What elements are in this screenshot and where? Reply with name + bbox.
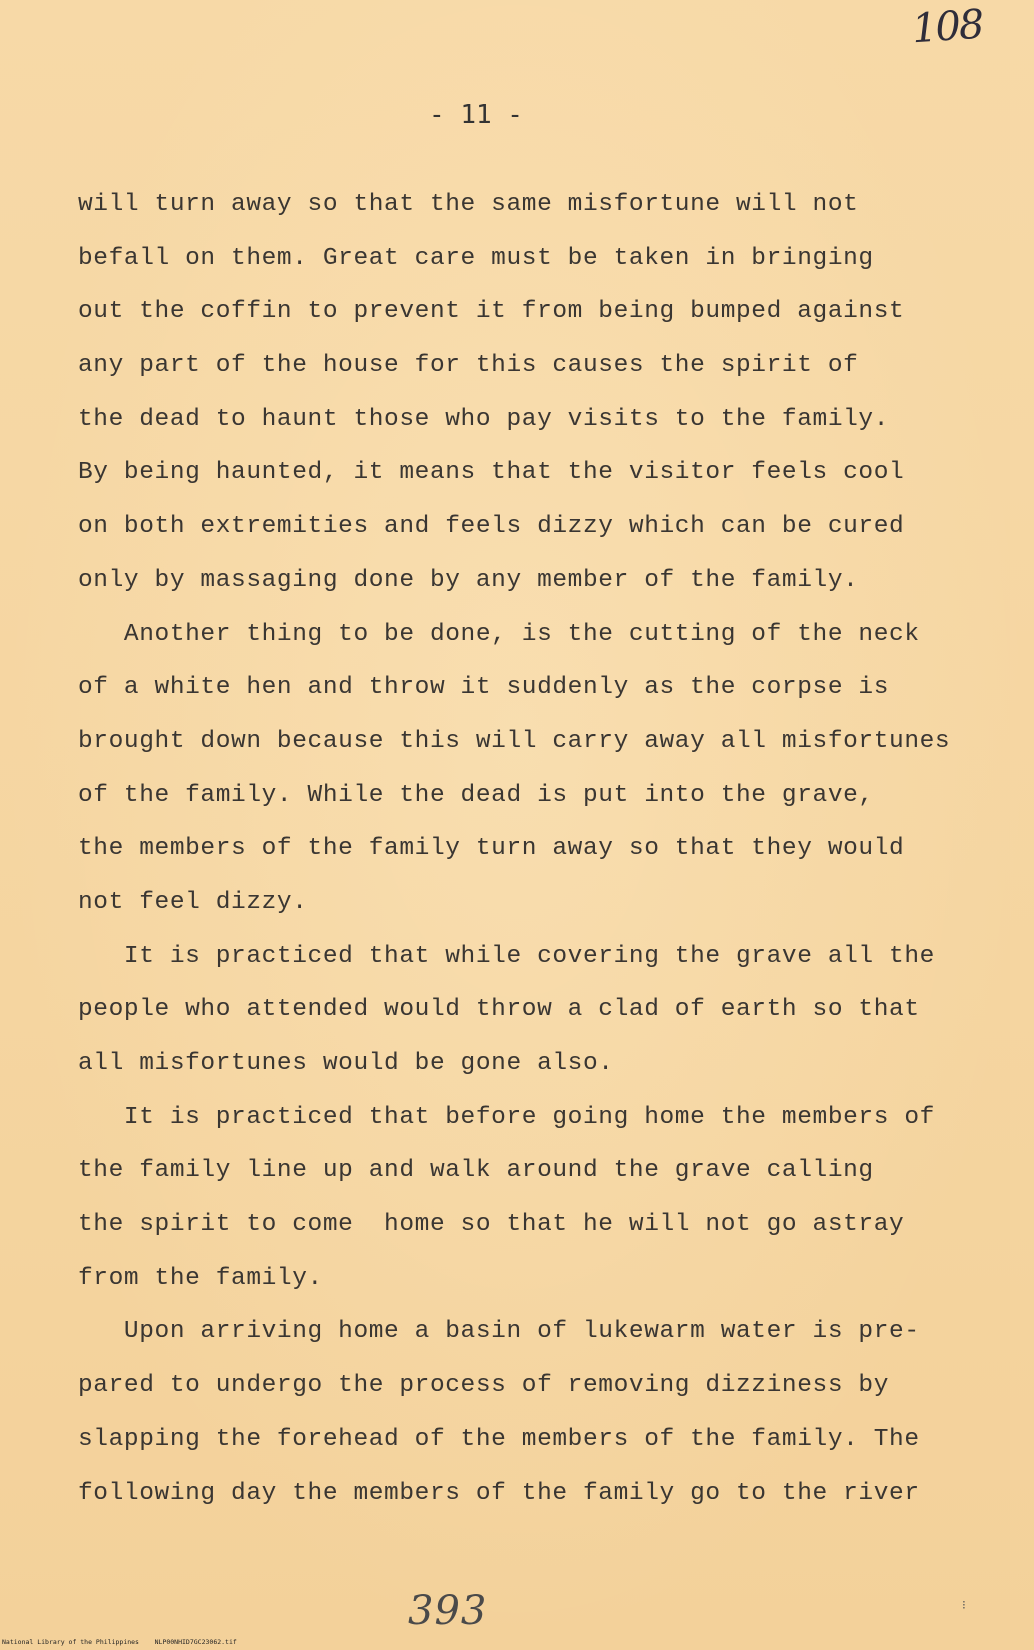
text-line: people who attended would throw a clad of earth so that: [78, 996, 920, 1024]
text-line: only by massaging done by any member of the family.: [78, 566, 859, 594]
page-number: - 11 -: [429, 100, 523, 130]
text-line: It is practiced that before going home the members of: [78, 1103, 935, 1131]
text-line: Another thing to be done, is the cutting of the neck: [78, 620, 920, 648]
text-line: of the family. While the dead is put into the grave,: [78, 781, 874, 809]
text-line: It is practiced that while covering the grave all the: [78, 942, 935, 970]
text-line: out the coffin to prevent it from being bumped against: [78, 298, 905, 326]
text-line: of a white hen and throw it suddenly as the corpse is: [78, 674, 890, 702]
text-line: the members of the family turn away so that they would: [78, 835, 905, 863]
handwritten-page-number: 108: [910, 1, 984, 53]
text-line: from the family.: [78, 1264, 323, 1292]
text-line: slapping the forehead of the members of the family. The: [78, 1425, 920, 1453]
text-line: on both extremities and feels dizzy which can be cured: [78, 513, 905, 541]
text-line: befall on them. Great care must be taken in bringing: [78, 244, 874, 272]
handwritten-folio-number: 393: [408, 1588, 488, 1634]
text-line: all misfortunes would be gone also.: [78, 1050, 614, 1077]
text-line: the dead to haunt those who pay visits to the family.: [78, 405, 890, 433]
text-line: brought down because this will carry away all misfortunes: [78, 727, 951, 755]
text-line: not feel dizzy.: [78, 888, 308, 916]
text-line: the spirit to come home so that he will not go astray: [78, 1211, 905, 1239]
text-line: any part of the house for this causes the spirit of: [78, 352, 859, 380]
text-line: By being haunted, it means that the visitor feels cool: [78, 459, 905, 487]
text-line: the family line up and walk around the grave calling: [78, 1157, 874, 1185]
text-line: will turn away so that the same misfortune will not: [78, 191, 859, 218]
footer-caption: National Library of the Philippines NLP00NHID7GC23062.tif: [2, 1638, 237, 1646]
body-text: [78, 178, 1018, 1520]
scan-mark: ⁝: [962, 1598, 966, 1612]
text-line: Upon arriving home a basin of lukewarm water is pre-: [78, 1318, 920, 1346]
text-line: following day the members of the family go to the river: [78, 1479, 920, 1507]
text-line: pared to undergo the process of removing dizziness by: [78, 1372, 890, 1400]
